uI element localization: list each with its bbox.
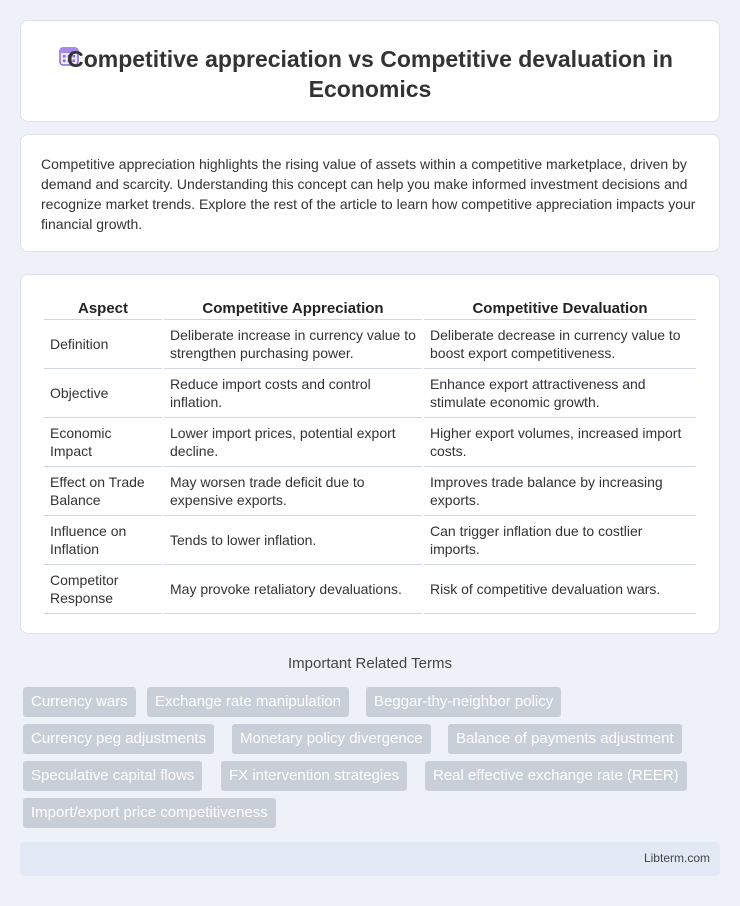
related-term-chip[interactable]: Balance of payments adjustment bbox=[448, 724, 682, 754]
cell-appreciation: Lower import prices, potential export decline. bbox=[164, 418, 422, 467]
table-header-row bbox=[44, 296, 696, 320]
page-title: Competitive appreciation vs Competitive devaluation in Economics bbox=[67, 46, 673, 102]
cell-aspect: Objective bbox=[44, 369, 162, 418]
footer-brand[interactable]: Libterm.com bbox=[643, 851, 710, 865]
cell-appreciation: Deliberate increase in currency value to strengthen purchasing power. bbox=[164, 320, 422, 369]
title-card bbox=[20, 20, 720, 122]
comparison-card bbox=[20, 274, 720, 634]
cell-appreciation: Tends to lower inflation. bbox=[164, 516, 422, 565]
cell-aspect: Definition bbox=[44, 320, 162, 369]
cell-devaluation: Deliberate decrease in currency value to boost export competitiveness. bbox=[424, 320, 696, 369]
header-aspect: Aspect bbox=[44, 296, 162, 320]
comparison-table bbox=[42, 296, 698, 614]
cell-devaluation: Higher export volumes, increased import costs. bbox=[424, 418, 696, 467]
related-terms-heading: Important Related Terms bbox=[288, 655, 452, 672]
cell-devaluation: Enhance export attractiveness and stimulate economic growth. bbox=[424, 369, 696, 418]
table-row bbox=[44, 369, 696, 418]
cell-aspect: Economic Impact bbox=[44, 418, 162, 467]
cell-devaluation: Risk of competitive devaluation wars. bbox=[424, 565, 696, 614]
related-term-chip[interactable]: Currency wars bbox=[23, 687, 136, 717]
cell-devaluation: Improves trade balance by increasing exports. bbox=[424, 467, 696, 516]
table-row bbox=[44, 565, 696, 614]
header-appreciation: Competitive Appreciation bbox=[164, 296, 422, 320]
cell-aspect: Effect on Trade Balance bbox=[44, 467, 162, 516]
table-row bbox=[44, 418, 696, 467]
related-term-chip[interactable]: Import/export price competitiveness bbox=[23, 798, 276, 828]
footer bbox=[20, 842, 720, 876]
related-term-chip[interactable]: Beggar-thy-neighbor policy bbox=[366, 687, 561, 717]
related-term-chip[interactable]: Exchange rate manipulation bbox=[147, 687, 349, 717]
related-term-chip[interactable]: Speculative capital flows bbox=[23, 761, 202, 791]
cell-aspect: Competitor Response bbox=[44, 565, 162, 614]
intro-text: Competitive appreciation highlights the rising value of assets within a competitive marketplace, driven by demand and scarcity. Understanding this concept can help you make informed investment decisions and recognize market trends. Explore the rest of the article to learn how competitive appreciation impacts your financial growth. bbox=[41, 156, 696, 232]
cell-appreciation: Reduce import costs and control inflation. bbox=[164, 369, 422, 418]
table-row bbox=[44, 320, 696, 369]
cell-appreciation: May worsen trade deficit due to expensive exports. bbox=[164, 467, 422, 516]
table-row bbox=[44, 516, 696, 565]
cell-aspect: Influence on Inflation bbox=[44, 516, 162, 565]
intro-card bbox=[20, 134, 720, 252]
related-term-chip[interactable]: Real effective exchange rate (REER) bbox=[425, 761, 687, 791]
related-term-chip[interactable]: FX intervention strategies bbox=[221, 761, 407, 791]
cell-appreciation: May provoke retaliatory devaluations. bbox=[164, 565, 422, 614]
header-devaluation: Competitive Devaluation bbox=[424, 296, 696, 320]
related-term-chip[interactable]: Currency peg adjustments bbox=[23, 724, 214, 754]
related-term-chip[interactable]: Monetary policy divergence bbox=[232, 724, 431, 754]
table-row bbox=[44, 467, 696, 516]
cell-devaluation: Can trigger inflation due to costlier imports. bbox=[424, 516, 696, 565]
